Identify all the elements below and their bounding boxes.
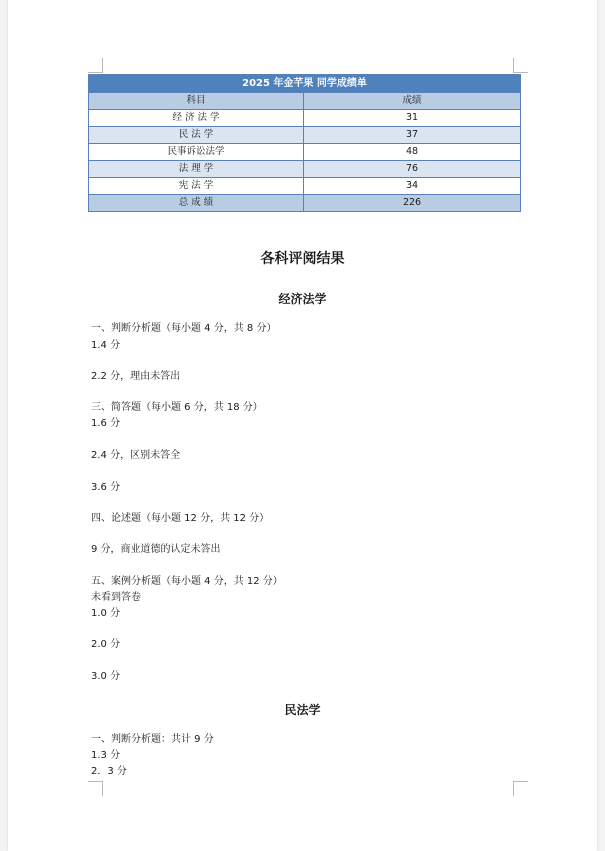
question-heading: 一、判断分析题（每小题 4 分，共 8 分） — [91, 323, 277, 334]
crop-mark-top-left — [88, 58, 103, 73]
question-heading: 五、案例分析题（每小题 4 分，共 12 分） — [91, 576, 283, 587]
results-title: 各科评阅结果 — [260, 251, 345, 267]
table-row — [89, 178, 521, 195]
score-cell: 37 — [304, 127, 521, 144]
table-total-row — [89, 195, 521, 212]
subject-cell: 总 成 绩 — [89, 195, 304, 212]
answer-line: 3.0 分 — [91, 671, 121, 682]
answer-line: 3.6 分 — [91, 482, 121, 493]
section-title-civil-law: 民法学 — [284, 703, 321, 717]
answer-line: 1.4 分 — [91, 340, 121, 351]
score-cell: 48 — [304, 144, 521, 161]
subject-cell: 法 理 学 — [89, 161, 304, 178]
crop-mark-bottom-right — [513, 781, 528, 796]
crop-mark-bottom-left — [88, 781, 103, 796]
score-cell: 76 — [304, 161, 521, 178]
table-row — [89, 110, 521, 127]
score-cell: 34 — [304, 178, 521, 195]
score-cell: 226 — [304, 195, 521, 212]
subject-cell: 民 法 学 — [89, 127, 304, 144]
answer-line: 2.2 分，理由未答出 — [91, 371, 181, 382]
answer-line: 1.3 分 — [91, 750, 121, 761]
answer-line: 2.0 分 — [91, 639, 121, 650]
score-table — [88, 74, 521, 212]
subject-cell: 宪 法 学 — [89, 178, 304, 195]
question-heading: 四、论述题（每小题 12 分，共 12 分） — [91, 513, 270, 524]
table-row — [89, 144, 521, 161]
crop-mark-top-right — [513, 58, 528, 73]
section-title-economic-law: 经济法学 — [278, 292, 327, 306]
subject-cell: 经 济 法 学 — [89, 110, 304, 127]
answer-line: 1.0 分 — [91, 608, 121, 619]
header-subject: 科目 — [89, 93, 304, 110]
table-row — [89, 127, 521, 144]
answer-line: 1.6 分 — [91, 418, 121, 429]
subject-cell: 民事诉讼法学 — [89, 144, 304, 161]
answer-line: 2.4 分，区别未答全 — [91, 450, 181, 461]
score-cell: 31 — [304, 110, 521, 127]
document-page — [8, 0, 597, 851]
question-heading: 一、判断分析题：共计 9 分 — [91, 734, 214, 745]
answer-line: 9 分，商业道德的认定未答出 — [91, 544, 221, 555]
answer-line: 2．3 分 — [91, 766, 127, 777]
header-score: 成绩 — [304, 93, 521, 110]
answer-line: 未看到答卷 — [91, 592, 141, 603]
table-header-row — [89, 93, 521, 110]
table-title: 2025 年金芊果 同学成绩单 — [89, 75, 521, 93]
table-row — [89, 161, 521, 178]
question-heading: 三、简答题（每小题 6 分，共 18 分） — [91, 402, 263, 413]
